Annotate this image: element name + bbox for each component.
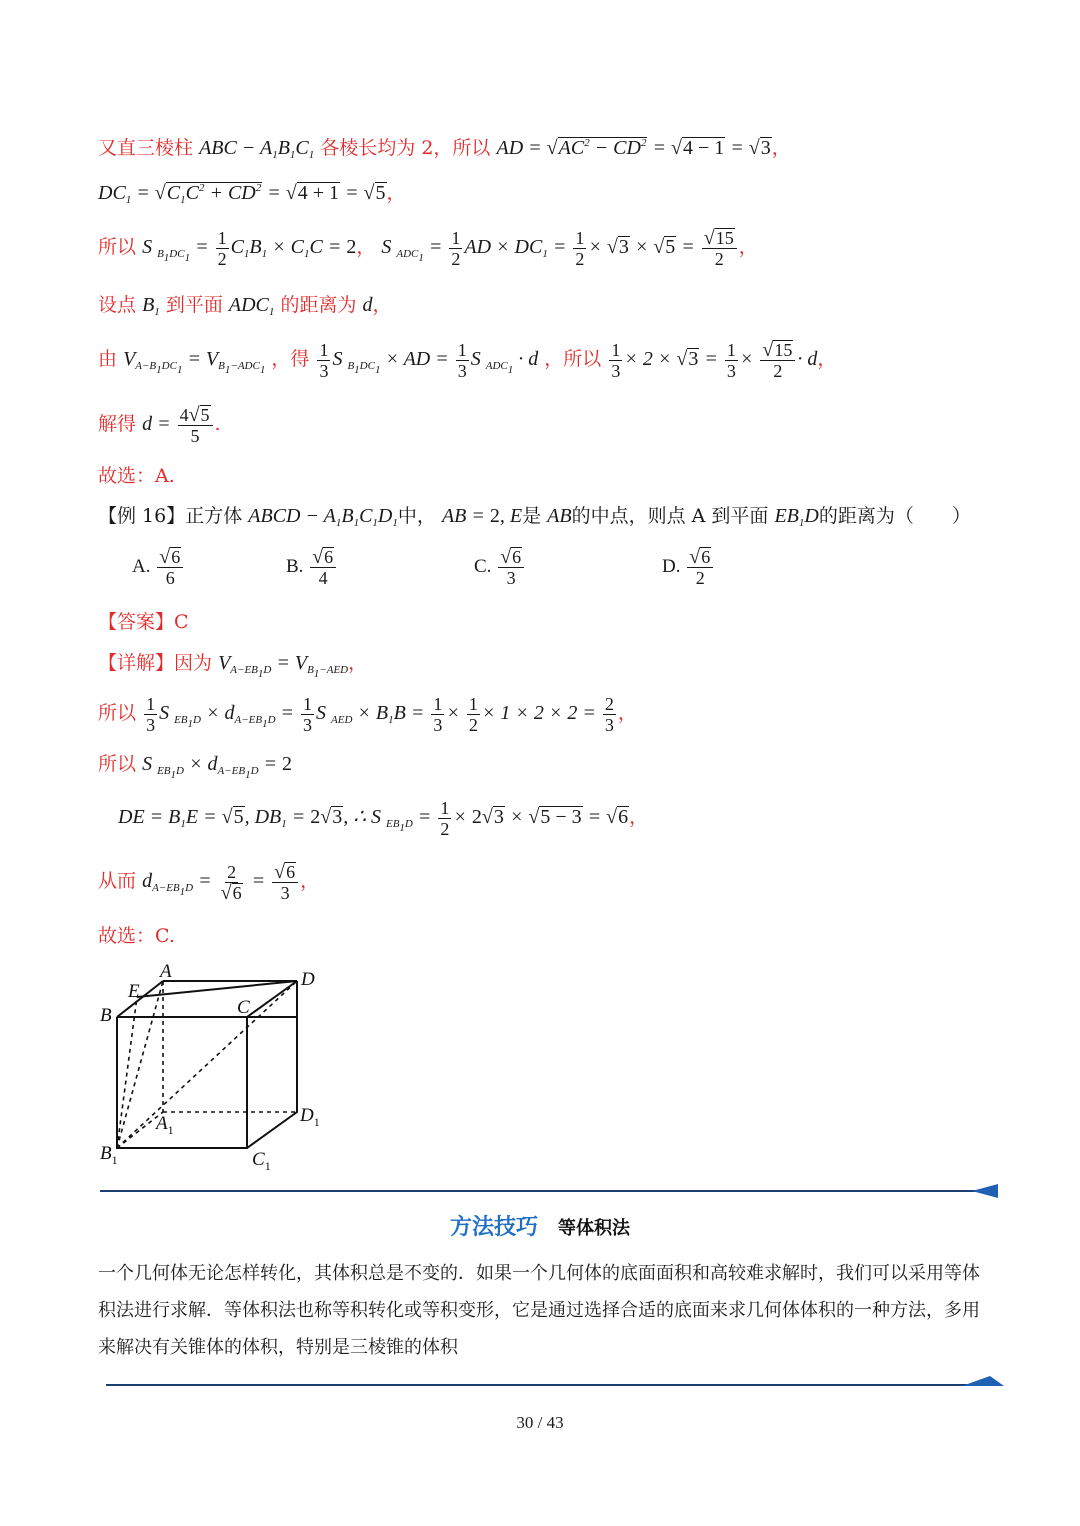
label-d: D	[301, 969, 315, 990]
math: $V_{A-B_1DC_1} = V_{B_1-ADC_1}$	[123, 348, 266, 377]
math: ABC − $A_1B_1C_1$	[199, 137, 315, 161]
math: $ADC_1$	[228, 294, 275, 318]
answer-value: C	[174, 611, 189, 633]
detail-line-4: DE = $B_1E = √5$, $DB_1 = 2√3$, ∴ S $_{EB_1D}$ = $\frac{1}{2}$ × 2√3 × √5 − 3 = √6，	[118, 798, 649, 839]
math: $\frac{1}{3}$ × 2 × √3 = $\frac{1}{3}$ × $\frac{√15}{2}$ · d	[611, 339, 818, 381]
tip-title: 方法技巧	[449, 1214, 538, 1239]
text-fragment: 所以	[98, 753, 137, 775]
math: AB	[547, 505, 572, 527]
math: d	[362, 294, 373, 316]
detail-line-6: 故选：C.	[98, 925, 175, 947]
solution-line-2	[98, 182, 406, 207]
math: $B_1$	[142, 294, 160, 318]
option-denominator: 6	[165, 568, 175, 588]
page-number: 30 / 43	[516, 1413, 564, 1432]
solution-line-7: 故选：A.	[98, 465, 175, 487]
math: $EB_1D$	[774, 505, 819, 529]
text-fragment: 因为	[174, 652, 213, 674]
math: $V_{A-EB_1D} = V_{B_1-AED}$	[218, 652, 349, 680]
option-numerator: 6	[701, 547, 711, 567]
text-fragment: 正方体	[185, 505, 243, 527]
text-fragment: 由	[98, 348, 118, 371]
math: DE = $B_1E = √5$, $DB_1 = 2√3$, ∴ S $_{EB_1D}$ = $\frac{1}{2}$ × 2√3 × √5 − 3 = √6	[118, 798, 629, 839]
math: S $_{EB_1D} \times d_{A-EB_1D} = 2$	[142, 753, 293, 781]
detail-label: 【详解】	[98, 652, 175, 674]
tip-paragraph: 一个几何体无论怎样转化，其体积总是不变的．如果一个几何体的底面面积和高较难求解时，我们可以采用等体积法进行求解．等体积法也称等积转化或等积变形，它是通过选择合适的底面来求几何体体积的一种方法，多用来解决有关锥体的体积，特别是三棱锥的体积	[98, 1263, 980, 1358]
label-d1: $D_1$	[300, 1105, 320, 1129]
section-divider-bottom	[106, 1384, 976, 1386]
option-denominator: 4	[318, 568, 328, 588]
option-numerator: 6	[512, 547, 522, 567]
example-16	[98, 506, 971, 529]
option-label: B.	[286, 555, 304, 577]
option-label: C.	[474, 555, 492, 577]
text-fragment: 中，	[397, 505, 436, 527]
math: S $_{ADC_1}$ = $\frac{1}{2}$ AD × $DC_1$ = $\frac{1}{2}$ × √3 × √5 = $\frac{√15}{2}$	[381, 236, 738, 258]
text-fragment: ，所以	[544, 348, 602, 371]
text-fragment: 所以	[98, 236, 137, 259]
label-b1: $B_1$	[100, 1143, 118, 1167]
text-fragment: 的中点，则点 A 到平面	[571, 505, 769, 527]
text-fragment: 的距离为	[280, 294, 357, 316]
text-fragment: 又直三棱柱	[98, 137, 194, 159]
cube-hidden-edges	[117, 981, 297, 1148]
label-c: C	[237, 997, 250, 1018]
label-e: E	[128, 981, 140, 1002]
text-fragment: 各棱长均为 2，所以	[320, 137, 491, 159]
text-fragment: 解得	[98, 413, 137, 436]
solution-line-1: 又直三棱柱 ABC − $A_1B_1C_1$ 各棱长均为 2，所以 AD = $√AC^2 - CD^2 = √4 - 1 = √3$，	[98, 137, 791, 161]
label-a1: $A_1$	[156, 1113, 174, 1137]
math: $DC_1 = √C_1C^2 + CD^2 = √4 + 1 = √5$	[98, 182, 386, 206]
option-numerator: 6	[171, 547, 181, 567]
option-b: B. $\frac{√6}{4}$	[286, 547, 338, 588]
math: AB = 2, E	[441, 505, 523, 527]
option-denominator: 2	[695, 568, 705, 588]
tip-subtitle: 等体积法	[558, 1218, 630, 1238]
text-fragment: 所以	[98, 702, 137, 725]
detail-line-2: 所以 $\frac{1}{3}$ S $_{EB_1D} \times d_{A-EB_1D}$ = $\frac{1}{3}$ S $_{AED} \times B_1B$ = $\frac{1}{3}$ × $\frac{1}{2}$ × 1 × 2 × 2 = $\frac{2}{3}$ ，	[98, 694, 637, 735]
option-d: D. $\frac{√6}{2}$	[662, 547, 715, 588]
text-fragment: ，	[386, 182, 406, 204]
math: $\frac{1}{3}$ S $_{EB_1D} \times d_{A-EB_1D}$ = $\frac{1}{3}$ S $_{AED} \times B_1B$ = $\frac{1}{3}$ × $\frac{1}{2}$ × 1 × 2 × 2 = $\frac{2}{3}$	[146, 694, 614, 735]
math: AD = $√AC^2 - CD^2 = √4 - 1 = √3$	[496, 137, 771, 159]
option-c: C. $\frac{√6}{3}$	[474, 547, 526, 588]
detail-line-5: 从而 $d_{A-EB_1D}$ = $\frac{2}{√6}$ = $\frac{√6}{3}$ ，	[98, 861, 320, 904]
cube-figure	[90, 955, 330, 1175]
text-fragment: 到平面	[165, 294, 223, 316]
detail-line-1: 【详解】因为 $V_{A-EB_1D} = V_{B_1-AED}$，	[98, 652, 368, 680]
section-divider-top	[100, 1190, 980, 1192]
solution-line-5: 由 $V_{A-B_1DC_1} = V_{B_1-ADC_1}$ ，得 $\frac{1}{3}$ S $_{B_1DC_1}$ × AD = $\frac{1}{3}$ S $_{ADC_1}$ · d ，所以 $\frac{1}{3}$ × 2 × √3 = $\frac{1}{3}$ × $\frac{√15}{2}$ · d，	[98, 339, 837, 381]
solution-line-3: 所以 S $_{B_1DC_1}$ = $\frac{1}{2}$ $C_1B_1 \times C_1C = 2$， S $_{ADC_1}$ = $\frac{1}{2}$ AD × $DC_1$ = $\frac{1}{2}$ × √3 × √5 = $\frac{√15}{2}$ ，	[98, 227, 758, 269]
math: S $_{B_1DC_1}$ = $\frac{1}{2}$ $C_1B_1 \times C_1C = 2$	[142, 228, 357, 269]
detail-line-3	[98, 754, 292, 781]
label-a: A	[160, 961, 172, 982]
method-tip-heading	[0, 1210, 1080, 1241]
text-fragment: 设点	[98, 294, 137, 316]
option-label: D.	[662, 555, 681, 577]
text-fragment: 的距离为（ ）	[818, 505, 971, 527]
option-label: A.	[132, 555, 151, 577]
label-b: B	[100, 1005, 112, 1026]
option-a: A. $\frac{√6}{6}$	[132, 547, 185, 588]
text-fragment: 是	[522, 505, 542, 527]
solution-line-6: 解得 d = $\frac{4√5}{5}$ .	[98, 404, 221, 446]
math: $d_{A-EB_1D}$ = $\frac{2}{√6}$ = $\frac{√6}{3}$	[142, 870, 300, 892]
solution-line-4: 设点 $B_1$ 到平面 $ADC_1$ 的距离为 d，	[98, 294, 392, 318]
math: d = $\frac{4√5}{5}$	[142, 413, 214, 435]
divider-arrow-icon	[972, 1184, 998, 1198]
text-fragment: 从而	[98, 870, 137, 893]
option-denominator: 3	[506, 568, 516, 588]
answer-line	[98, 613, 189, 632]
math: ABCD − $A_1B_1C_1D_1$	[248, 505, 398, 529]
answer-label: 【答案】	[98, 611, 175, 633]
math: $\frac{1}{3}$ S $_{B_1DC_1}$ × AD = $\frac{1}{3}$ S $_{ADC_1}$ · d	[319, 340, 539, 381]
label-c1: $C_1$	[252, 1149, 271, 1173]
option-numerator: 6	[324, 547, 334, 567]
text-fragment: ，得	[271, 348, 310, 371]
divider-wedge-icon	[962, 1376, 1004, 1388]
example-label: 【例 16】	[98, 505, 186, 527]
cube-vertex-labels	[100, 961, 320, 1173]
